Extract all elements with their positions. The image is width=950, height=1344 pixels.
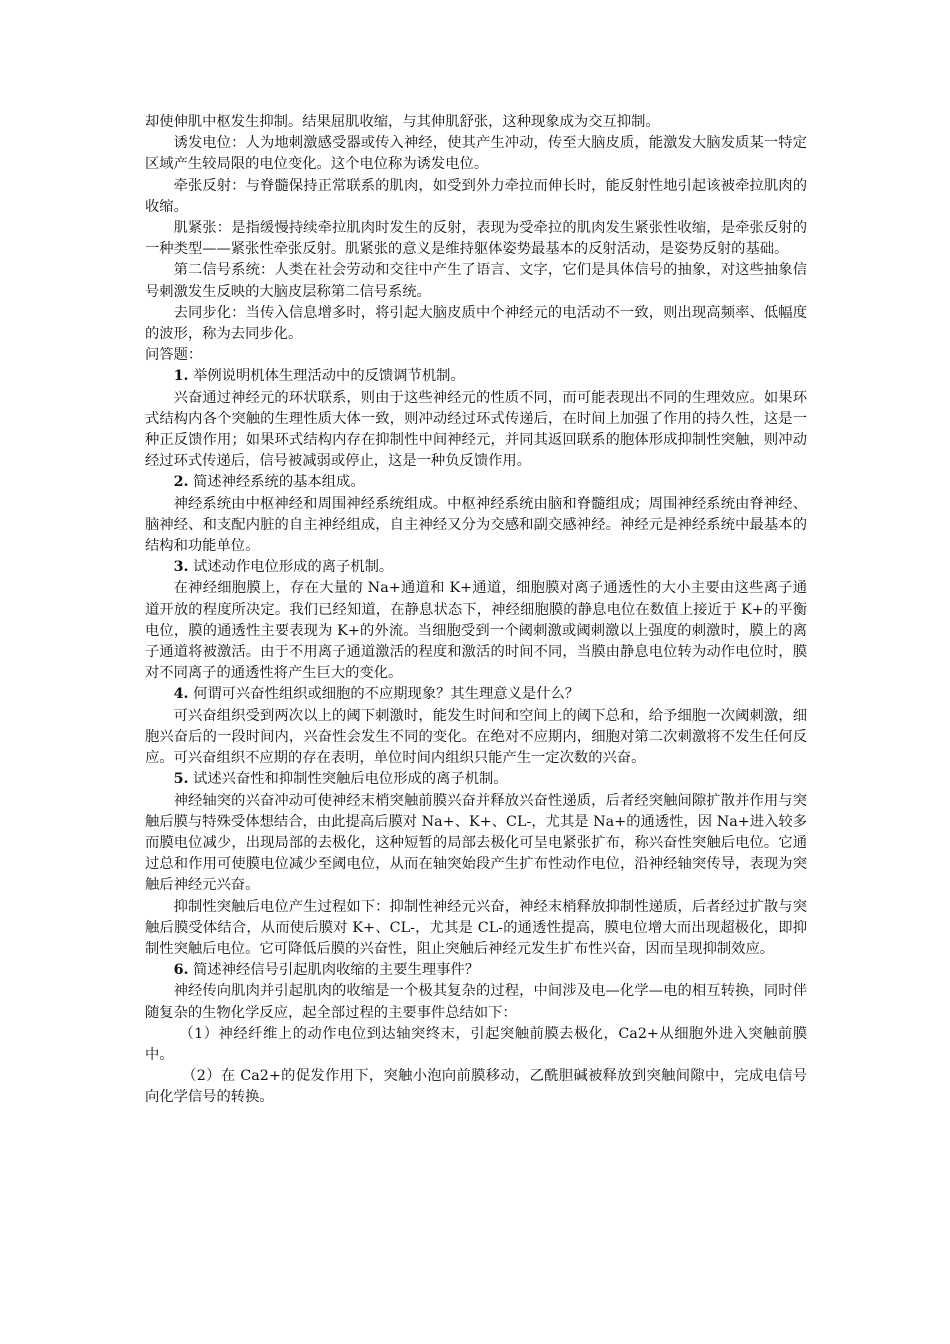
question-2 (145, 472, 807, 493)
question-number: 6. (173, 962, 189, 979)
paragraph-second-signal-system: 第二信号系统：人类在社会劳动和交往中产生了语言、文字，它们是具体信号的抽象，对这些抽象信号刺激发生反映的大脑皮层称第二信号系统。 (145, 262, 807, 300)
question-number: 3. (173, 559, 189, 576)
answer-2: 神经系统由中枢神经和周围神经系统组成。中枢神经系统由脑和脊髓组成；周围神经系统由脊神经、脑神经、和支配内脏的自主神经组成，自主神经又分为交感和副交感神经。神经元是神经系统中最基本的结构和功能单位。 (145, 495, 807, 555)
step-1: （1）神经纤维上的动作电位到达轴突终末，引起突触前膜去极化，Ca2+从细胞外进入突触前膜中。 (145, 1025, 807, 1063)
question-3 (145, 557, 807, 578)
question-text: 简述神经系统的基本组成。 (193, 474, 365, 491)
paragraph-muscle-tone: 肌紧张：是指缓慢持续牵拉肌肉时发生的反射，表现为受牵拉的肌肉发生紧张性收缩，是牵张反射的一种类型——紧张性牵张反射。肌紧张的意义是维持躯体姿势最基本的反射活动，是姿势反射的基础。 (145, 220, 807, 258)
question-6 (145, 960, 807, 981)
question-text: 试述动作电位形成的离子机制。 (193, 559, 394, 576)
question-1 (145, 366, 807, 387)
question-4 (145, 684, 807, 705)
question-number: 4. (173, 686, 189, 703)
question-5 (145, 769, 807, 790)
answer-3: 在神经细胞膜上，存在大量的 Na+通道和 K+通道，细胞膜对离子通透性的大小主要由这些离子通道开放的程度所决定。我们已经知道，在静息状态下，神经细胞膜的静息电位在数值上接近于 K+的平衡电位，膜的通透性主要表现为 K+的外流。当细胞受到一个阈刺激或阈刺激以上强度的刺激时，膜上的离子通道将被激活。由于不用离子通道激活的程度和激活的时间不同，当膜由静息电位转为动作电位时，膜对不同离子的通透性将产生巨大的变化。 (145, 580, 807, 682)
question-number: 2. (173, 474, 189, 491)
qa-heading: 问答题： (145, 347, 203, 364)
answer-5-ipsp: 抑制性突触后电位产生过程如下：抑制性神经元兴奋，神经末梢释放抑制性递质，后者经过扩散与突触后膜受体结合，从而使后膜对 K+、CL-，尤其是 CL-的通透性提高，膜电位增大而出现超极化，即抑制性突触后电位。它可降低后膜的兴奋性，阻止突触后神经元发生扩布性兴奋，因而呈现抑制效应。 (145, 898, 807, 957)
paragraph-evoked-potential: 诱发电位：人为地刺激感受器或传入神经，使其产生冲动，传至大脑皮质，能激发大脑发质某一特定区域产生较局限的电位变化。这个电位称为诱发电位。 (145, 135, 807, 173)
paragraph-stretch-reflex: 牵张反射：与脊髓保持正常联系的肌肉，如受到外力牵拉而伸长时，能反射性地引起该被牵拉肌肉的收缩。 (145, 177, 807, 215)
question-text: 试述兴奋性和抑制性突触后电位形成的离子机制。 (193, 771, 508, 788)
question-text: 简述神经信号引起肌肉收缩的主要生理事件？ (193, 962, 480, 979)
answer-4: 可兴奋组织受到两次以上的阈下刺激时，能发生时间和空间上的阈下总和，给予细胞一次阈刺激，细胞兴奋后的一段时间内，兴奋性会发生不同的变化。在绝对不应期内，细胞对第二次刺激将不发生任何反应。可兴奋组织不应期的存在表明，单位时间内组织只能产生一定次数的兴奋。 (145, 707, 807, 767)
answer-6: 神经传向肌肉并引起肌肉的收缩是一个极其复杂的过程，中间涉及电—化学—电的相互转换，同时伴随复杂的生物化学反应，起全部过程的主要事件总结如下： (145, 983, 807, 1021)
answer-1: 兴奋通过神经元的环状联系，则由于这些神经元的性质不同，而可能表现出不同的生理效应。如果环式结构内各个突触的生理性质大体一致，则冲动经过环式传递后，在时间上加强了作用的持久性，这是一种正反馈作用；如果环式结构内存在抑制性中间神经元，并同其返回联系的胞体形成抑制性突触，则冲动经过环式传递后，信号被减弱或停止，这是一种负反馈作用。 (145, 389, 807, 470)
question-number: 5. (173, 771, 189, 788)
step-2: （2）在 Ca2+的促发作用下，突触小泡向前膜移动，乙酰胆碱被释放到突触间隙中，完成电信号向化学信号的转换。 (145, 1068, 807, 1106)
answer-5-epsp: 神经轴突的兴奋冲动可使神经末梢突触前膜兴奋并释放兴奋性递质，后者经突触间隙扩散并作用与突触后膜与特殊受体想结合，由此提高后膜对 Na+、K+、CL-，尤其是 Na+的通透性，因 Na+进入较多而膜电位减少，出现局部的去极化，这种短暂的局部去极化可呈电紧张扩布，称兴奋性突触后电位。它通过总和作用可使膜电位减少至阈电位，从而在轴突始段产生扩布性动作电位，沿神经轴突传导，表现为突触后神经元兴奋。 (145, 792, 807, 894)
paragraph-reciprocal-inhibition: 却使伸肌中枢发生抑制。结果屈肌收缩，与其伸肌舒张，这种现象成为交互抑制。 (145, 114, 660, 130)
paragraph-desynchronization: 去同步化：当传入信息增多时，将引起大脑皮质中个神经元的电活动不一致，则出现高频率、低幅度的波形，称为去同步化。 (145, 304, 807, 343)
question-text: 何谓可兴奋性组织或细胞的不应期现象？其生理意义是什么？ (193, 686, 580, 703)
question-text: 举例说明机体生理活动中的反馈调节机制。 (193, 368, 465, 385)
document-page (145, 112, 807, 1109)
question-number: 1. (173, 368, 189, 385)
